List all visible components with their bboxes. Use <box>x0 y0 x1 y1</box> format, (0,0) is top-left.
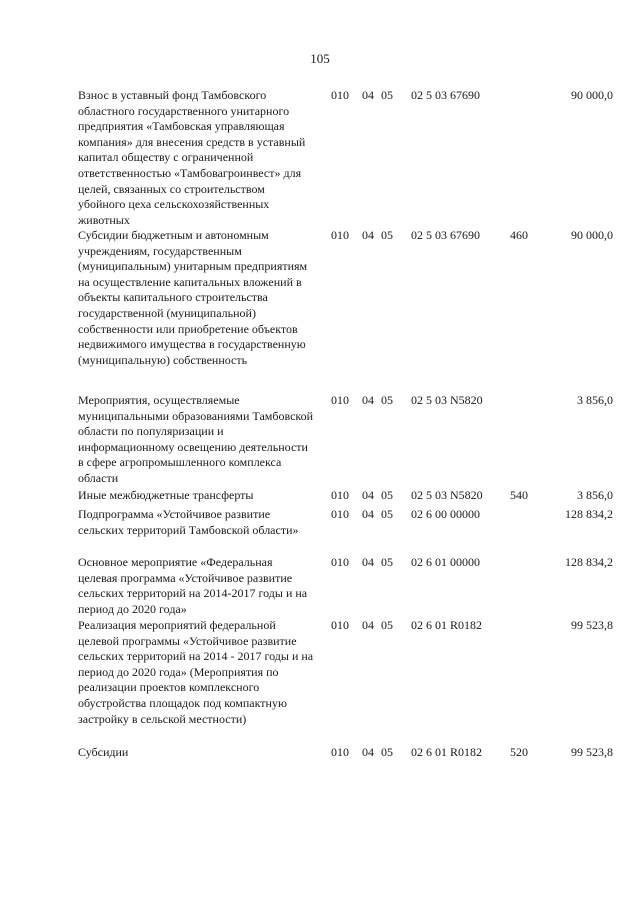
table-row <box>78 555 640 618</box>
ministry-code: 010 <box>331 618 349 632</box>
section-code: 04 <box>362 555 374 569</box>
table-row <box>78 228 640 393</box>
ministry-code: 010 <box>331 507 349 521</box>
table-row <box>78 88 640 228</box>
table-row <box>78 745 640 765</box>
expense-type-code: 540 <box>510 488 528 502</box>
amount: 3 856,0 <box>577 488 613 502</box>
row-name: Подпрограмма «Устойчивое развитие сельских территорий Тамбовской области» <box>78 507 299 537</box>
section-code: 04 <box>362 618 374 632</box>
table-row <box>78 488 640 507</box>
ministry-code: 010 <box>331 555 349 569</box>
section-code: 04 <box>362 745 374 759</box>
target-article-code: 02 6 01 00000 <box>411 555 480 569</box>
section-code: 04 <box>362 228 374 242</box>
page-number: 105 <box>310 51 330 66</box>
target-article-code: 02 5 03 N5820 <box>411 488 483 502</box>
amount: 99 523,8 <box>571 745 613 759</box>
section-code: 04 <box>362 88 374 102</box>
section-code: 04 <box>362 507 374 521</box>
budget-table <box>78 88 640 765</box>
target-article-code: 02 6 01 R0182 <box>411 618 483 632</box>
ministry-code: 010 <box>331 228 349 242</box>
expense-type-code: 460 <box>510 228 528 242</box>
row-name: Основное мероприятие «Федеральная целевая программа «Устойчивое развитие сельских территорий на 2014-2017 годы и на период до 2020 года» <box>78 555 308 616</box>
target-article-code: 02 5 03 67690 <box>411 88 480 102</box>
table-row <box>78 393 640 488</box>
amount: 3 856,0 <box>577 393 613 407</box>
row-name: Иные межбюджетные трансферты <box>78 488 254 502</box>
table-row <box>78 507 640 555</box>
amount: 90 000,0 <box>571 228 613 242</box>
subsection-code: 05 <box>381 228 393 242</box>
row-name: Взнос в уставный фонд Тамбовского областного государственного унитарного предприятия «Тамбовская управляющая компания» для внесения средств в уставный капитал обществу с ограниченной ответственностью «Тамбовагроинвест» для целей, связанных со строительством убойного цеха сельскохозяйственных животных <box>78 88 306 227</box>
subsection-code: 05 <box>381 88 393 102</box>
amount: 128 834,2 <box>565 555 613 569</box>
subsection-code: 05 <box>381 507 393 521</box>
subsection-code: 05 <box>381 618 393 632</box>
amount: 99 523,8 <box>571 618 613 632</box>
table-row <box>78 618 640 745</box>
target-article-code: 02 6 01 R0182 <box>411 745 483 759</box>
section-code: 04 <box>362 488 374 502</box>
subsection-code: 05 <box>381 745 393 759</box>
ministry-code: 010 <box>331 488 349 502</box>
target-article-code: 02 5 03 N5820 <box>411 393 483 407</box>
row-name: Реализация мероприятий федеральной целевой программы «Устойчивое развитие сельских территорий на 2014 - 2017 годы и на период до 2020 года» (Мероприятия по реализации проектов комплексного обустройства площадок под компактную застройку в сельской местности) <box>78 618 314 726</box>
row-name: Субсидии <box>78 745 129 759</box>
subsection-code: 05 <box>381 488 393 502</box>
row-name: Мероприятия, осуществляемые муниципальными образованиями Тамбовской области по популяризации и информационному освещению деятельности в сфере агропромышленного комплекса области <box>78 393 314 485</box>
target-article-code: 02 6 00 00000 <box>411 507 480 521</box>
ministry-code: 010 <box>331 393 349 407</box>
amount: 90 000,0 <box>571 88 613 102</box>
row-name: Субсидии бюджетным и автономным учреждениям, государственным (муниципальным) унитарным предприятиям на осуществление капитальных вложений в объекты капитального строительства государственной (муниципальной) собственности или приобретение объектов недвижимого имущества в государственную (муниципальную) собственность <box>78 228 308 367</box>
ministry-code: 010 <box>331 88 349 102</box>
target-article-code: 02 5 03 67690 <box>411 228 480 242</box>
subsection-code: 05 <box>381 555 393 569</box>
subsection-code: 05 <box>381 393 393 407</box>
expense-type-code: 520 <box>510 745 528 759</box>
ministry-code: 010 <box>331 745 349 759</box>
section-code: 04 <box>362 393 374 407</box>
amount: 128 834,2 <box>565 507 613 521</box>
